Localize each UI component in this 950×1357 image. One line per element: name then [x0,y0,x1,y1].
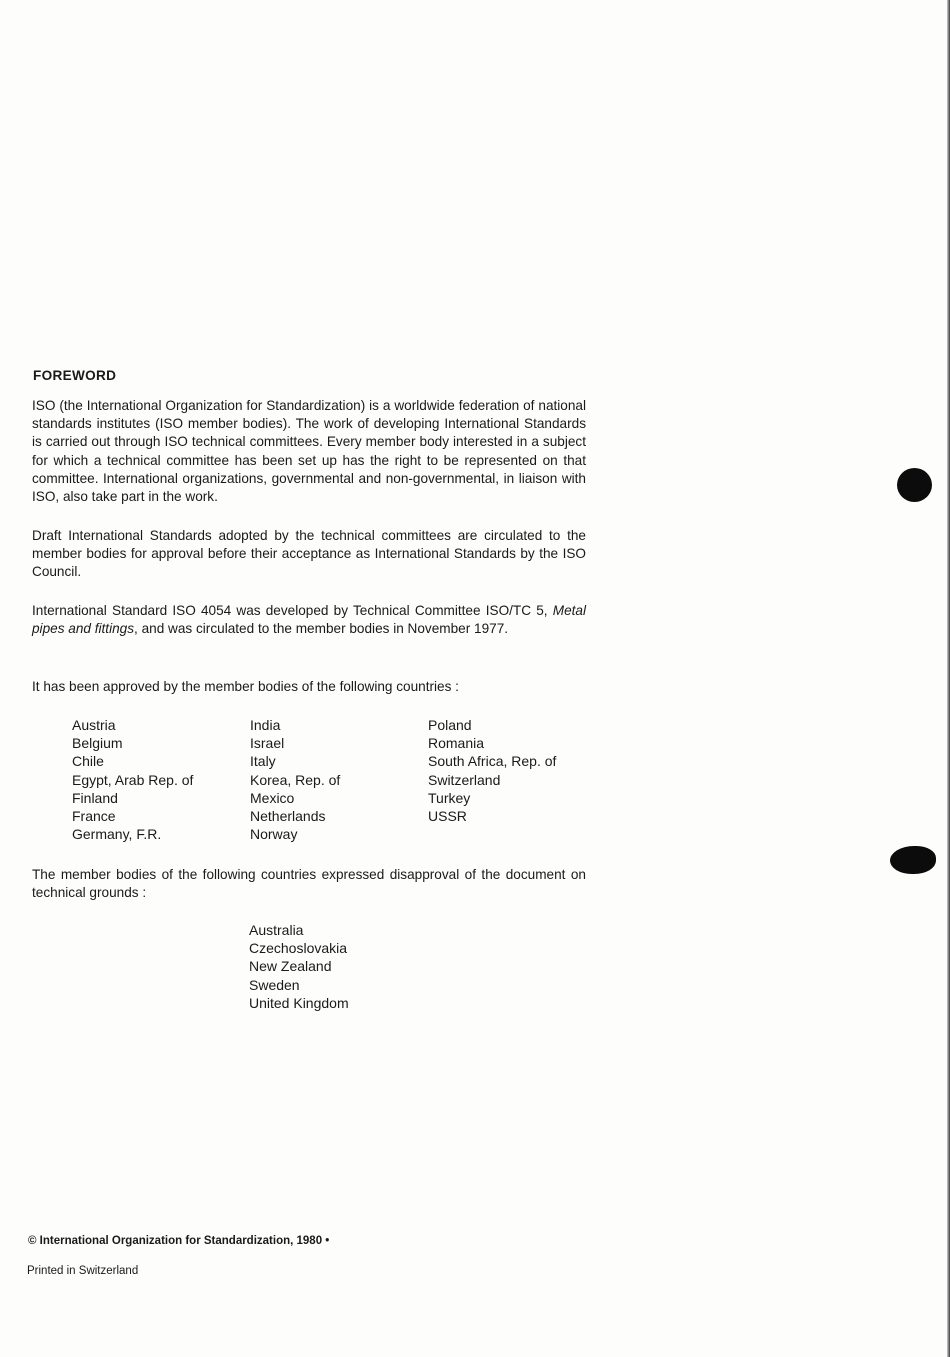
country-item: Israel [250,735,285,752]
committee-title: Metal pipes and fittings [32,603,586,637]
country-item: New Zealand [249,958,332,975]
foreword-heading: FOREWORD [33,368,117,383]
approving-countries-column-2 [250,716,340,843]
country-item: Finland [72,789,118,806]
country-item: USSR [428,807,467,824]
country-item: Austria [72,717,116,733]
printed-location: Printed in Switzerland [27,1265,139,1277]
country-item: Australia [249,922,304,938]
country-item: Belgium [72,735,123,752]
country-item: Switzerland [428,771,501,788]
country-item: India [250,717,281,733]
country-item: South Africa, Rep. of [428,753,557,770]
country-item: Germany, F.R. [72,826,162,843]
punch-hole-mark [890,846,936,874]
country-item: Netherlands [250,807,326,824]
approving-countries-column-3 [428,716,556,825]
country-item: Czechoslovakia [249,940,348,957]
development-suffix: , and was circulated to the member bodies in November 1977. [134,621,509,637]
approving-countries-column-1 [72,716,193,843]
country-item: Turkey [428,789,471,806]
paragraph-development [32,602,586,638]
country-item: Norway [250,826,298,843]
paragraph-approval-intro: It has been approved by the member bodies of the following countries : [32,679,459,694]
country-item: Poland [428,717,472,733]
country-item: Korea, Rep. of [250,771,341,788]
paragraph-iso-description: ISO (the International Organization for Standardization) is a worldwide federation of national standards institutes (ISO member bodies). The work of developing International Standards is carried out through ISO technical committees. Every member body interested in a subject for which a technical committee has been set up has the right to be represented on that committee. International organizations, governmental and non-governmental, in liaison with ISO, also take part in the work. [32,398,586,505]
country-item: United Kingdom [249,994,349,1011]
copyright-notice: © International Organization for Standardization, 1980 • [28,1235,330,1247]
country-item: Italy [250,753,276,770]
country-item: Egypt, Arab Rep. of [72,771,194,788]
country-item: France [72,807,116,824]
punch-hole-mark [897,468,932,502]
country-item: Romania [428,735,485,752]
paragraph-draft-standards: Draft International Standards adopted by the technical committees are circulated to the member bodies for approval before their acceptance as International Standards by the ISO Council. [32,528,586,580]
country-item: Mexico [250,789,295,806]
paragraph-disapproval-intro: The member bodies of the following countries expressed disapproval of the document on technical grounds : [32,867,586,901]
country-item: Sweden [249,976,300,993]
disapproving-countries-list [249,921,349,1012]
development-prefix: International Standard ISO 4054 was developed by Technical Committee ISO/TC 5, [32,603,548,618]
country-item: Chile [72,753,104,770]
